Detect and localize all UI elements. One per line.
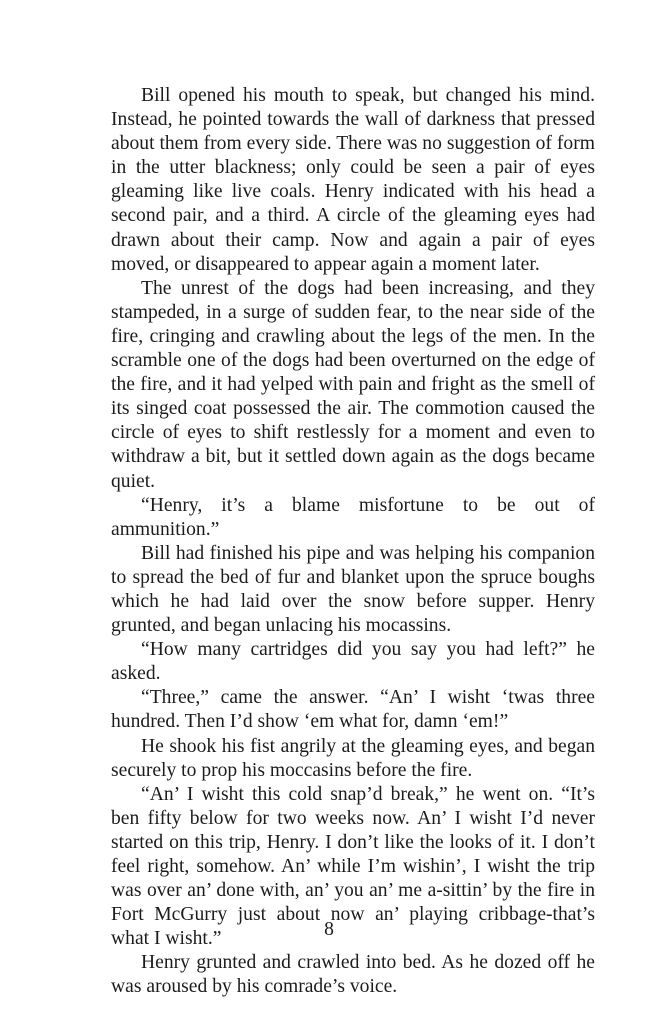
body-text bbox=[111, 84, 595, 1000]
paragraph-8: “An’ I wisht this cold snap’d break,” he went on. “It’s ben fifty below for two weeks now. An’ I wisht I’d never started on this trip, Henry. I don’t like the looks of it. I don’t feel right, somehow. An’ while I’m wishin’, I wisht the trip was over an’ done with, an’ you an’ me a-sittin’ by the fire in Fort McGurry just about now an’ playing cribbage-that’s what I wisht.” bbox=[111, 783, 595, 950]
paragraph-2: The unrest of the dogs had been increasing, and they stampeded, in a surge of sudden fear, to the near side of the fire, cringing and crawling about the legs of the men. In the scramble one of the dogs had been overturned on the edge of the fire, and it had yelped with pain and fright as the smell of its singed coat possessed the air. The commotion caused the circle of eyes to shift restlessly for a moment and even to withdraw a bit, but it settled down again as the dogs became quiet. bbox=[111, 277, 595, 492]
paragraph-4: Bill had finished his pipe and was helping his companion to spread the bed of fur and blanket upon the spruce boughs which he had laid over the snow before supper. Henry grunted, and began unlacing his mocassins. bbox=[111, 542, 595, 637]
page-number: 8 bbox=[324, 919, 334, 940]
paragraph-5: “How many cartridges did you say you had left?” he asked. bbox=[111, 639, 595, 685]
paragraph-7: He shook his fist angrily at the gleaming eyes, and began securely to prop his moccasins before the fire. bbox=[111, 735, 595, 781]
paragraph-9: Henry grunted and crawled into bed. As he dozed off he was aroused by his comrade’s voice. bbox=[111, 952, 595, 998]
paragraph-6: “Three,” came the answer. “An’ I wisht ‘twas three hundred. Then I’d show ‘em what for, damn ‘em!” bbox=[111, 687, 595, 733]
paragraph-3: “Henry, it’s a blame misfortune to be out of ammunition.” bbox=[111, 494, 595, 540]
paragraph-1: Bill opened his mouth to speak, but changed his mind. Instead, he pointed towards the wall of darkness that pressed about them from every side. There was no suggestion of form in the utter blackness; only could be seen a pair of eyes gleaming like live coals. Henry indicated with his head a second pair, and a third. A circle of the gleaming eyes had drawn about their camp. Now and again a pair of eyes moved, or disappeared to appear again a moment later. bbox=[111, 85, 595, 275]
